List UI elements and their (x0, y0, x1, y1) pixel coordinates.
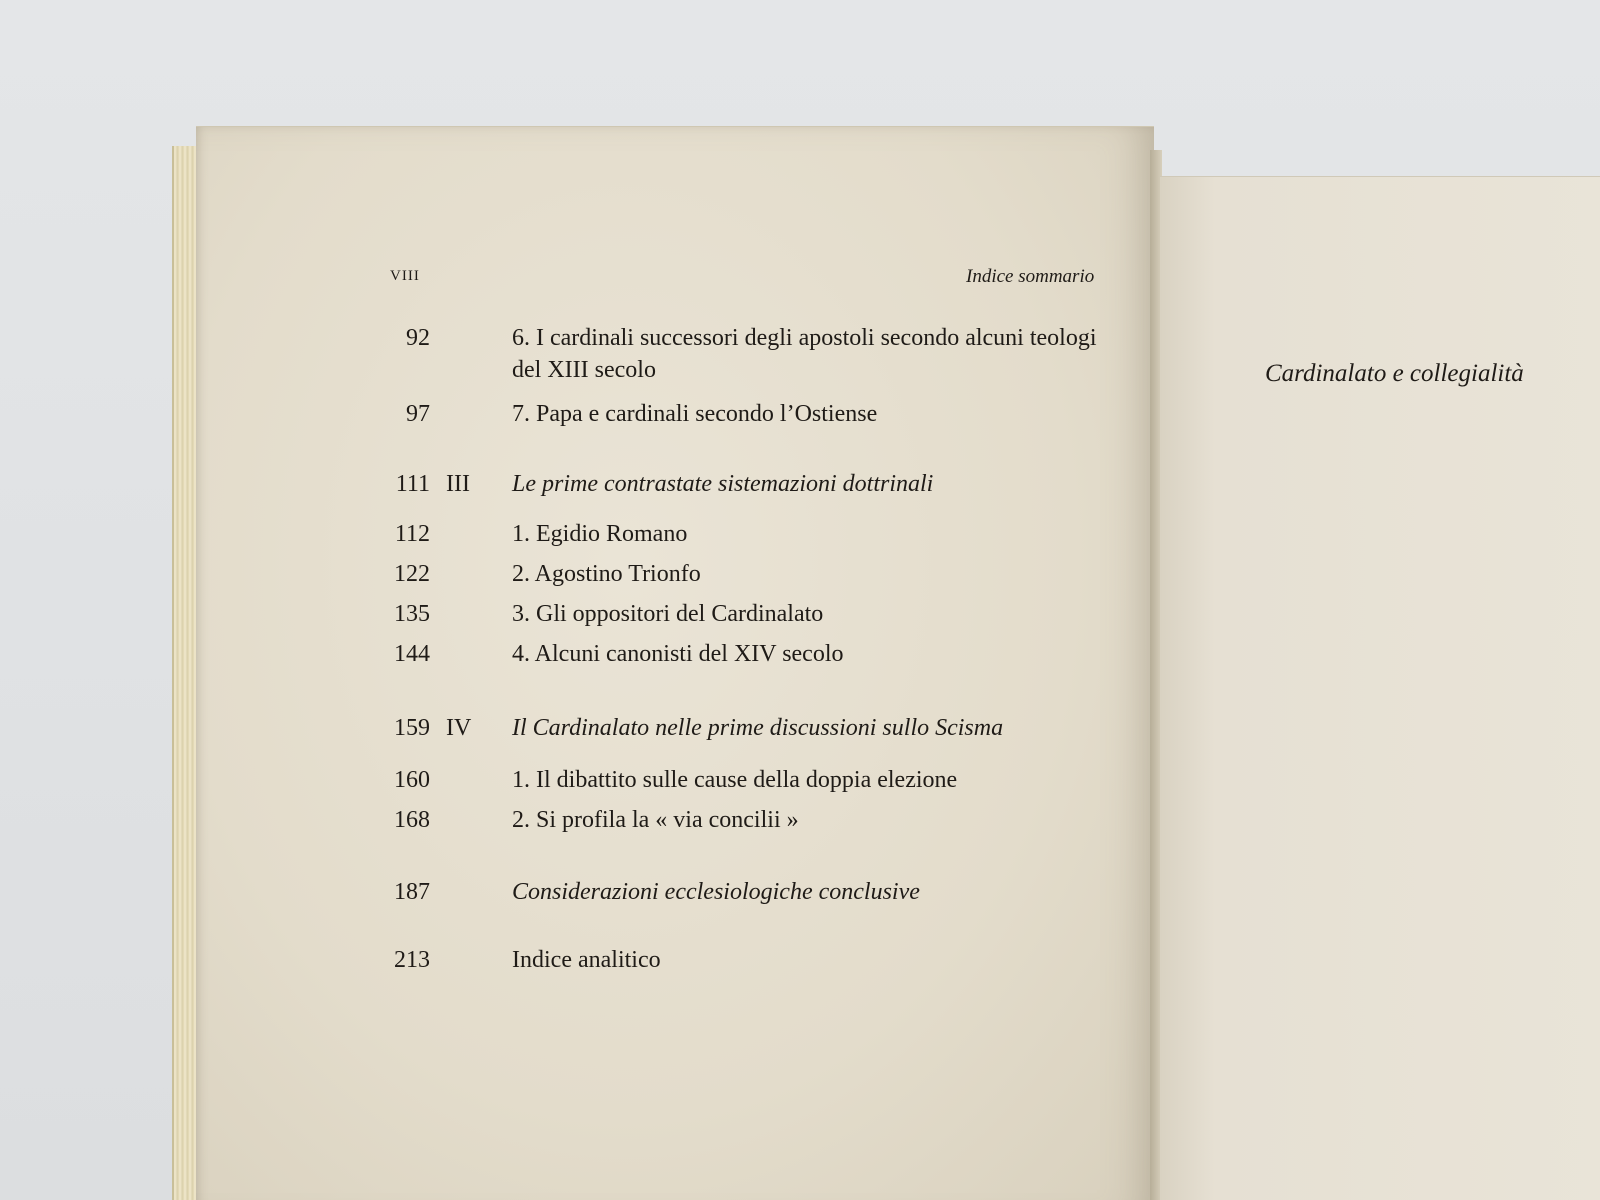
toc-chapter-number: IV (446, 715, 472, 741)
toc-page-number: 97 (406, 401, 430, 427)
toc-chapter-number: III (446, 471, 470, 497)
toc-page-number: 92 (406, 325, 430, 351)
toc-title: 1. Egidio Romano (512, 521, 688, 547)
toc-page-number: 159 (394, 715, 430, 741)
running-head-title: Indice sommario (966, 266, 1095, 287)
toc-title: 2. Si profila la « via concilii » (512, 807, 799, 833)
toc-chapter-title: Le prime contrastate sistemazioni dottrinali (512, 471, 934, 497)
toc-title: 6. I cardinali successori degli apostoli secondo alcuni teologi del XIII secolo (512, 325, 1097, 383)
toc-page-number: 168 (394, 807, 430, 833)
toc-page-number: 111 (395, 471, 430, 497)
toc-title: Indice analitico (512, 947, 661, 973)
toc-title: 3. Gli oppositori del Cardinalato (512, 601, 824, 627)
toc-title: 4. Alcuni canonisti del XIV secolo (512, 641, 844, 667)
toc-page-number: 144 (394, 641, 430, 667)
toc-page-number: 160 (394, 767, 430, 793)
toc-title: 2. Agostino Trionfo (512, 561, 701, 587)
toc-title: 1. Il dibattito sulle cause della doppia elezione (512, 767, 958, 793)
toc-section-title: Considerazioni ecclesiologiche conclusive (512, 879, 920, 905)
right-page-title: Cardinalato e collegialità (1265, 360, 1524, 387)
toc-page-number: 122 (394, 561, 430, 587)
toc-page-number: 213 (394, 947, 430, 973)
toc-page-number: 112 (394, 521, 430, 547)
toc-chapter-title: Il Cardinalato nelle prime discussioni sullo Scisma (512, 715, 1004, 741)
right-page (1160, 176, 1600, 1200)
toc-page-number: 187 (394, 879, 430, 905)
toc-title: 7. Papa e cardinali secondo l’Ostiense (512, 401, 878, 427)
toc-page-number: 135 (394, 601, 430, 627)
page-number: VIII (390, 268, 420, 284)
